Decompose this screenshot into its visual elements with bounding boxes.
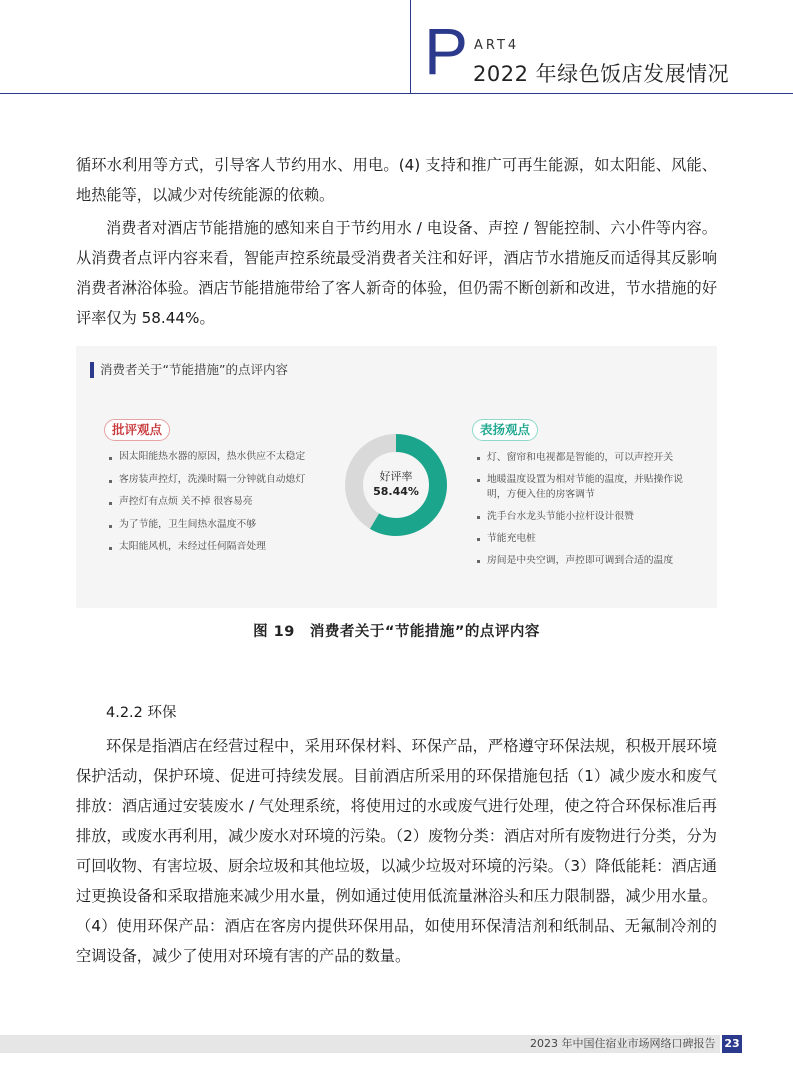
part-label: ART4 (474, 38, 520, 53)
list-item: 灯、窗帘和电视都是智能的，可以声控开关 (476, 450, 701, 465)
list-item: 为了节能，卫生间热水温度不够 (108, 518, 328, 541)
footer-report-title: 2023 年中国住宿业市场网络口碑报告 (530, 1037, 716, 1050)
panel-title-accent-bar (90, 362, 94, 378)
list-item: 因太阳能热水器的原因，热水供应不太稳定 (108, 450, 328, 473)
body-paragraph-2: 消费者对酒店节能措施的感知来自于节约用水 / 电设备、声控 / 智能控制、六小件等内容。从消费者点评内容来看，智能声控系统最受消费者关注和好评，酒店节水措施反而适得其反影响消费者淋浴体验。酒店节能措施带给了客人新奇的体验，但仍需不断创新和改进，节水措施的好评率仅为 58.44%。 (76, 219, 717, 327)
page-number: 23 (722, 1035, 742, 1053)
panel-title: 消费者关于“节能措施”的点评内容 (100, 362, 288, 377)
header-divider-horizontal (0, 93, 793, 94)
figure-caption: 图 19 消费者关于“节能措施”的点评内容 (253, 624, 540, 640)
body-paragraph-1: 循环水利用等方式，引导客人节约用水、用电。(4) 支持和推广可再生能源，如太阳能、风能、地热能等，以减少对传统能源的依赖。 (76, 156, 717, 204)
list-item: 节能充电桩 (476, 531, 701, 546)
list-item: 洗手台水龙头节能小拉杆设计很赞 (476, 509, 701, 524)
header-divider-vertical (410, 0, 411, 93)
negative-opinions-badge: 批评观点 (104, 419, 170, 441)
body-paragraph-3: 环保是指酒店在经营过程中，采用环保材料、环保产品，严格遵守环保法规，积极开展环境保护活动，保护环境、促进可持续发展。目前酒店所采用的环保措施包括（1）减少废水和废气排放：酒店通过安装废水 / 气处理系统，将使用过的水或废气进行处理，使之符合环保标准后再排放，或废水再利用，减少废水对环境的污染。（2）废物分类：酒店对所有废物进行分类，分为可回收物、有害垃圾、厨余垃圾和其他垃圾，以减少垃圾对环境的污染。（3）降低能耗：酒店通过更换设备和采取措施来减少用水量，例如通过使用低流量淋浴头和压力限制器，减少用水量。（4）使用环保产品：酒店在客房内提供环保用品，如使用环保清洁剂和纸制品、无氟制冷剂的空调设备，减少了使用对环境有害的产品的数量。 (76, 737, 717, 965)
donut-value: 58.44% (373, 485, 419, 498)
donut-label: 好评率 (379, 470, 413, 483)
list-item: 地暖温度设置为相对节能的温度，并贴操作说明，方便入住的房客调节 (476, 472, 701, 502)
positive-opinions-badge: 表扬观点 (472, 419, 538, 441)
figure-panel (76, 346, 717, 608)
negative-opinions-list (108, 450, 328, 563)
list-item: 太阳能风机，未经过任何隔音处理 (108, 540, 328, 563)
list-item: 客房装声控灯，洗澡时隔一分钟就自动熄灯 (108, 473, 328, 496)
part-big-letter: P (424, 14, 469, 88)
subsection-heading: 4.2.2 环保 (106, 705, 177, 721)
list-item: 房间是中央空调，声控即可调到合适的温度 (476, 553, 701, 568)
section-title: 2022 年绿色饭店发展情况 (473, 62, 730, 86)
list-item: 声控灯有点烦 关不掉 很容易亮 (108, 495, 328, 518)
positive-opinions-list (476, 450, 701, 575)
